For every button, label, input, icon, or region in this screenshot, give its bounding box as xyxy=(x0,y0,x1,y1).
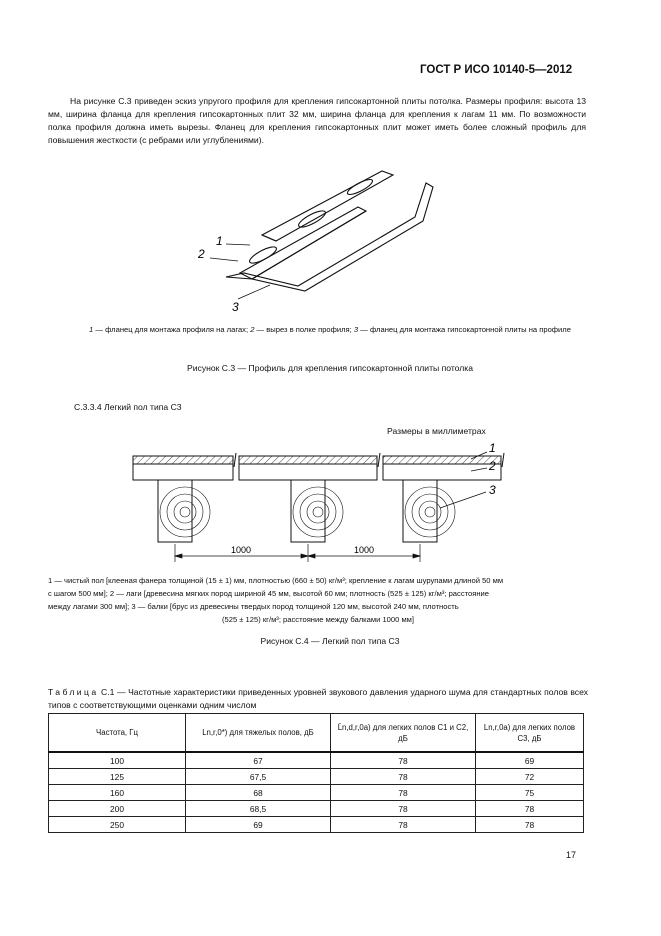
table-title xyxy=(48,686,588,712)
header-frequency: Частота, Гц xyxy=(49,714,186,753)
legend-line: между лагами 300 мм]; 3 — балки [брус из древесины твердых пород толщиной 120 мм, высотой 240 мм, плотность xyxy=(48,602,459,611)
table-row: 100 67 78 69 xyxy=(49,752,584,769)
legend-line: с шагом 500 мм]; 2 — лаги [древесина мягких пород шириной 45 мм, высотой 60 мм; плотность (525 ± 125) кг/м³; расстояние xyxy=(48,589,490,598)
dimension-label-2: 1000 xyxy=(353,545,375,555)
fig-c3-label-3: 3 xyxy=(232,300,239,314)
header-light-c3: Ln,r,0а) для легких полов С3, дБ xyxy=(476,714,584,753)
legend-line: (525 ± 125) кг/м³; расстояние между балками 1000 мм] xyxy=(221,615,415,624)
table-row: 250 69 78 78 xyxy=(49,817,584,833)
figure-c4-legend xyxy=(48,574,588,626)
dimensions-note: Размеры в миллиметрах xyxy=(387,426,486,436)
fig-c3-label-2: 2 xyxy=(198,247,205,261)
beams xyxy=(158,480,437,542)
dimension-label-1: 1000 xyxy=(230,545,252,555)
table-title-text: С.1 — Частотные характеристики приведенных уровней звукового давления ударного шума для стандартных полов всех типов с соответствующими оценками одним числом xyxy=(48,687,588,710)
table-row: 160 68 78 75 xyxy=(49,785,584,801)
header-heavy-floors: Ln,r,0*) для тяжелых полов, дБ xyxy=(186,714,331,753)
fig-c3-label-1: 1 xyxy=(216,234,223,248)
standard-header: ГОСТ Р ИСО 10140-5—2012 xyxy=(420,64,573,76)
table-row: 200 68,5 78 78 xyxy=(49,801,584,817)
table-header-row xyxy=(49,714,584,753)
page-number: 17 xyxy=(566,850,577,860)
profile-slot-edge xyxy=(252,211,366,279)
dimension-lines xyxy=(175,544,420,562)
battens xyxy=(133,464,501,480)
figure-c3-legend: 1 — фланец для монтажа профиля на лагах; 2 — вырез в полке профиля; 3 — фланец для монтажа гипсокартонной плиты на профиле xyxy=(89,325,571,334)
figure-c3-caption: Рисунок С.3 — Профиль для крепления гипсокартонной плиты потолка xyxy=(187,363,473,373)
profile-cutout-3 xyxy=(248,244,279,266)
profile-top-flange xyxy=(262,171,393,241)
section-heading: С.3.3.4 Легкий пол типа С3 xyxy=(74,402,182,412)
figure-c4-floor-drawing xyxy=(125,440,510,565)
figure-c4-caption: Рисунок С.4 — Легкий пол типа С3 xyxy=(260,636,400,646)
profile-web xyxy=(240,207,366,279)
fig-c4-label-2: 2 xyxy=(489,459,496,473)
fig-c4-label-3: 3 xyxy=(489,483,496,497)
figure-c3-profile-drawing xyxy=(190,165,450,320)
header-light-c1-c2: L̄n,d,r,0а) для легких полов С1 и С2, дБ xyxy=(331,714,476,753)
frequency-table xyxy=(48,713,584,833)
legend-line: 1 — чистый пол [клееная фанера толщиной (15 ± 1) мм, плотностью (660 ± 50) кг/м³; крепление к лагам шурупами длиной 50 мм xyxy=(48,576,504,585)
table-row: 125 67,5 78 72 xyxy=(49,769,584,785)
fig-c4-label-1: 1 xyxy=(489,441,496,455)
table-label: Таблица xyxy=(48,687,99,697)
intro-paragraph xyxy=(48,95,586,147)
intro-text: На рисунке С.3 приведен эскиз упругого профиля для крепления гипсокартонной плиты потолка. Размеры профиля: высота 13 мм, ширина фланца для крепления гипсокартонных плит 32 мм, ширина фланца для крепления к лагам 11 мм. По возможности полка профиля должна иметь вырезы. Фланец для крепления гипсокартонных плит может иметь более сложный профиль для повышения жесткости (с ребрами или углублениями). xyxy=(48,96,586,145)
